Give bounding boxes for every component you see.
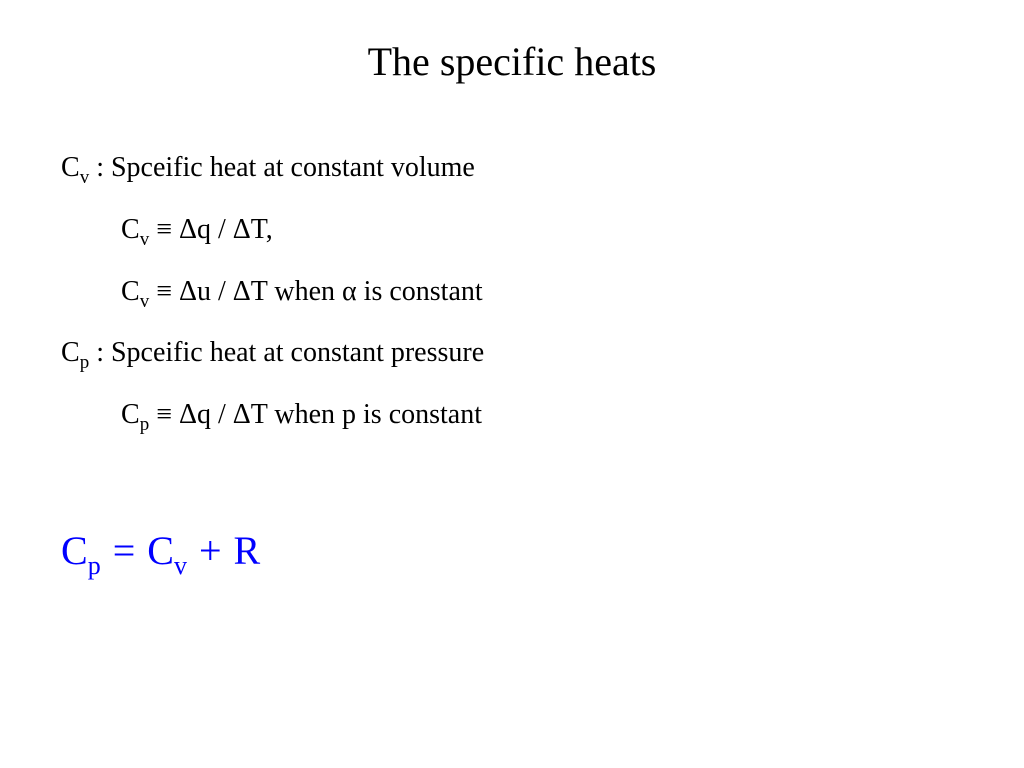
cv-formula-alpha-line	[121, 275, 483, 312]
cp-definition-text: : Spceific heat at constant pressure	[89, 337, 485, 368]
eq-plus-sign: +	[198, 528, 222, 573]
eq-rhs-subscript: v	[173, 551, 187, 580]
cp-formula-line	[121, 398, 482, 435]
eq-lhs-subscript: p	[87, 551, 101, 580]
cv-subscript: v	[139, 291, 150, 312]
cp-definition-line	[61, 336, 484, 373]
cv-symbol: C	[121, 214, 140, 245]
cp-symbol: C	[121, 399, 140, 430]
eq-lhs-symbol: C	[61, 528, 88, 573]
cp-symbol: C	[61, 337, 80, 368]
slide-title: The specific heats	[367, 39, 657, 84]
cv-definition-line	[61, 151, 475, 188]
cv-symbol: C	[61, 152, 80, 183]
cv-formula-text: ≡ Δq / ΔT,	[149, 214, 273, 245]
cv-definition-text: : Spceific heat at constant volume	[89, 152, 475, 183]
eq-rhs-term: R	[233, 528, 261, 573]
cv-symbol: C	[121, 276, 140, 307]
cp-formula-text: ≡ Δq / ΔT when p is constant	[149, 399, 483, 430]
eq-rhs-symbol: C	[147, 528, 174, 573]
cp-subscript: p	[139, 414, 150, 435]
cv-subscript: v	[139, 229, 150, 250]
cv-formula-alpha-text: ≡ Δu / ΔT when α is constant	[149, 276, 483, 307]
cp-subscript: p	[79, 352, 90, 373]
mayer-relation-equation	[61, 527, 260, 580]
eq-equals-sign: =	[112, 528, 136, 573]
cv-subscript: v	[79, 167, 90, 188]
cv-formula-line	[121, 213, 273, 250]
